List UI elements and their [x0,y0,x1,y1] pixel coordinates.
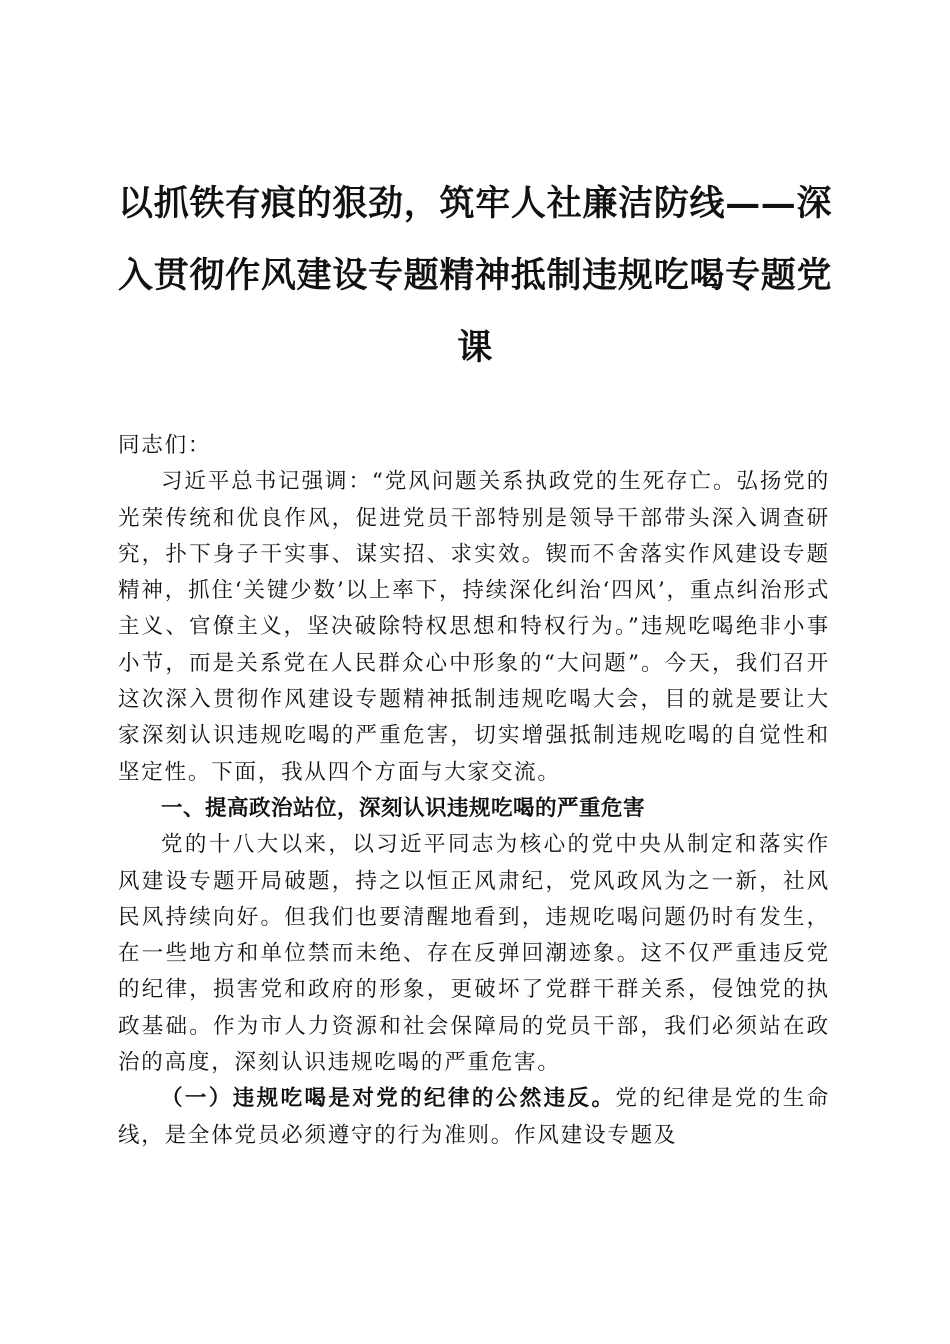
subsection-heading-1: （一）违规吃喝是对党的纪律的公然违反。 [161,1086,616,1112]
subsection-text-1: 党的纪律是党的生命线，是全体党员必须遵守的行为准则。作风建设专题及 [118,1086,831,1148]
section-heading-1: 一、提高政治站位，深刻认识违规吃喝的严重危害 [161,795,646,821]
paragraph-section-1: 党的十八大以来，以习近平同志为核心的党中央从制定和落实作风建设专题开局破题，持之以恒正风肃纪，党风政风为之一新，社风民风持续向好。但我们也要清醒地看到，违规吃喝问题仍时有发生，在一些地方和单位禁而未绝、存在反弹回潮迹象。这不仅严重违反党的纪律，损害党和政府的形象，更破坏了党群干群关系，侵蚀党的执政基础。作为市人力资源和社会保障局的党员干部，我们必须站在政治的高度，深刻认识违规吃喝的严重危害。 [118,832,830,1076]
paragraph-subsection-1 [118,1081,830,1154]
document-body [118,428,830,1154]
salutation: 同志们： [118,433,212,458]
paragraph-intro: 习近平总书记强调：“党风问题关系执政党的生死存亡。弘扬党的光荣传统和优良作风，促进党员干部特别是领导干部带头深入调查研究，扑下身子干实事、谋实招、求实效。锲而不舍落实作风建设专题精神，抓住‘关键少数’以上率下，持续深化纠治‘四风’，重点纠治形式主义、官僚主义，坚决破除特权思想和特权行为。”违规吃喝绝非小事小节，而是关系党在人民群众心中形象的“大问题”。今天，我们召开这次深入贯彻作风建设专题精神抵制违规吃喝大会，目的就是要让大家深刻认识违规吃喝的严重危害，切实增强抵制违规吃喝的自觉性和坚定性。下面，我从四个方面与大家交流。 [118,469,830,785]
document-title: 以抓铁有痕的狠劲，筑牢人社廉洁防线——深入贯彻作风建设专题精神抵制违规吃喝专题党课 [118,183,832,368]
